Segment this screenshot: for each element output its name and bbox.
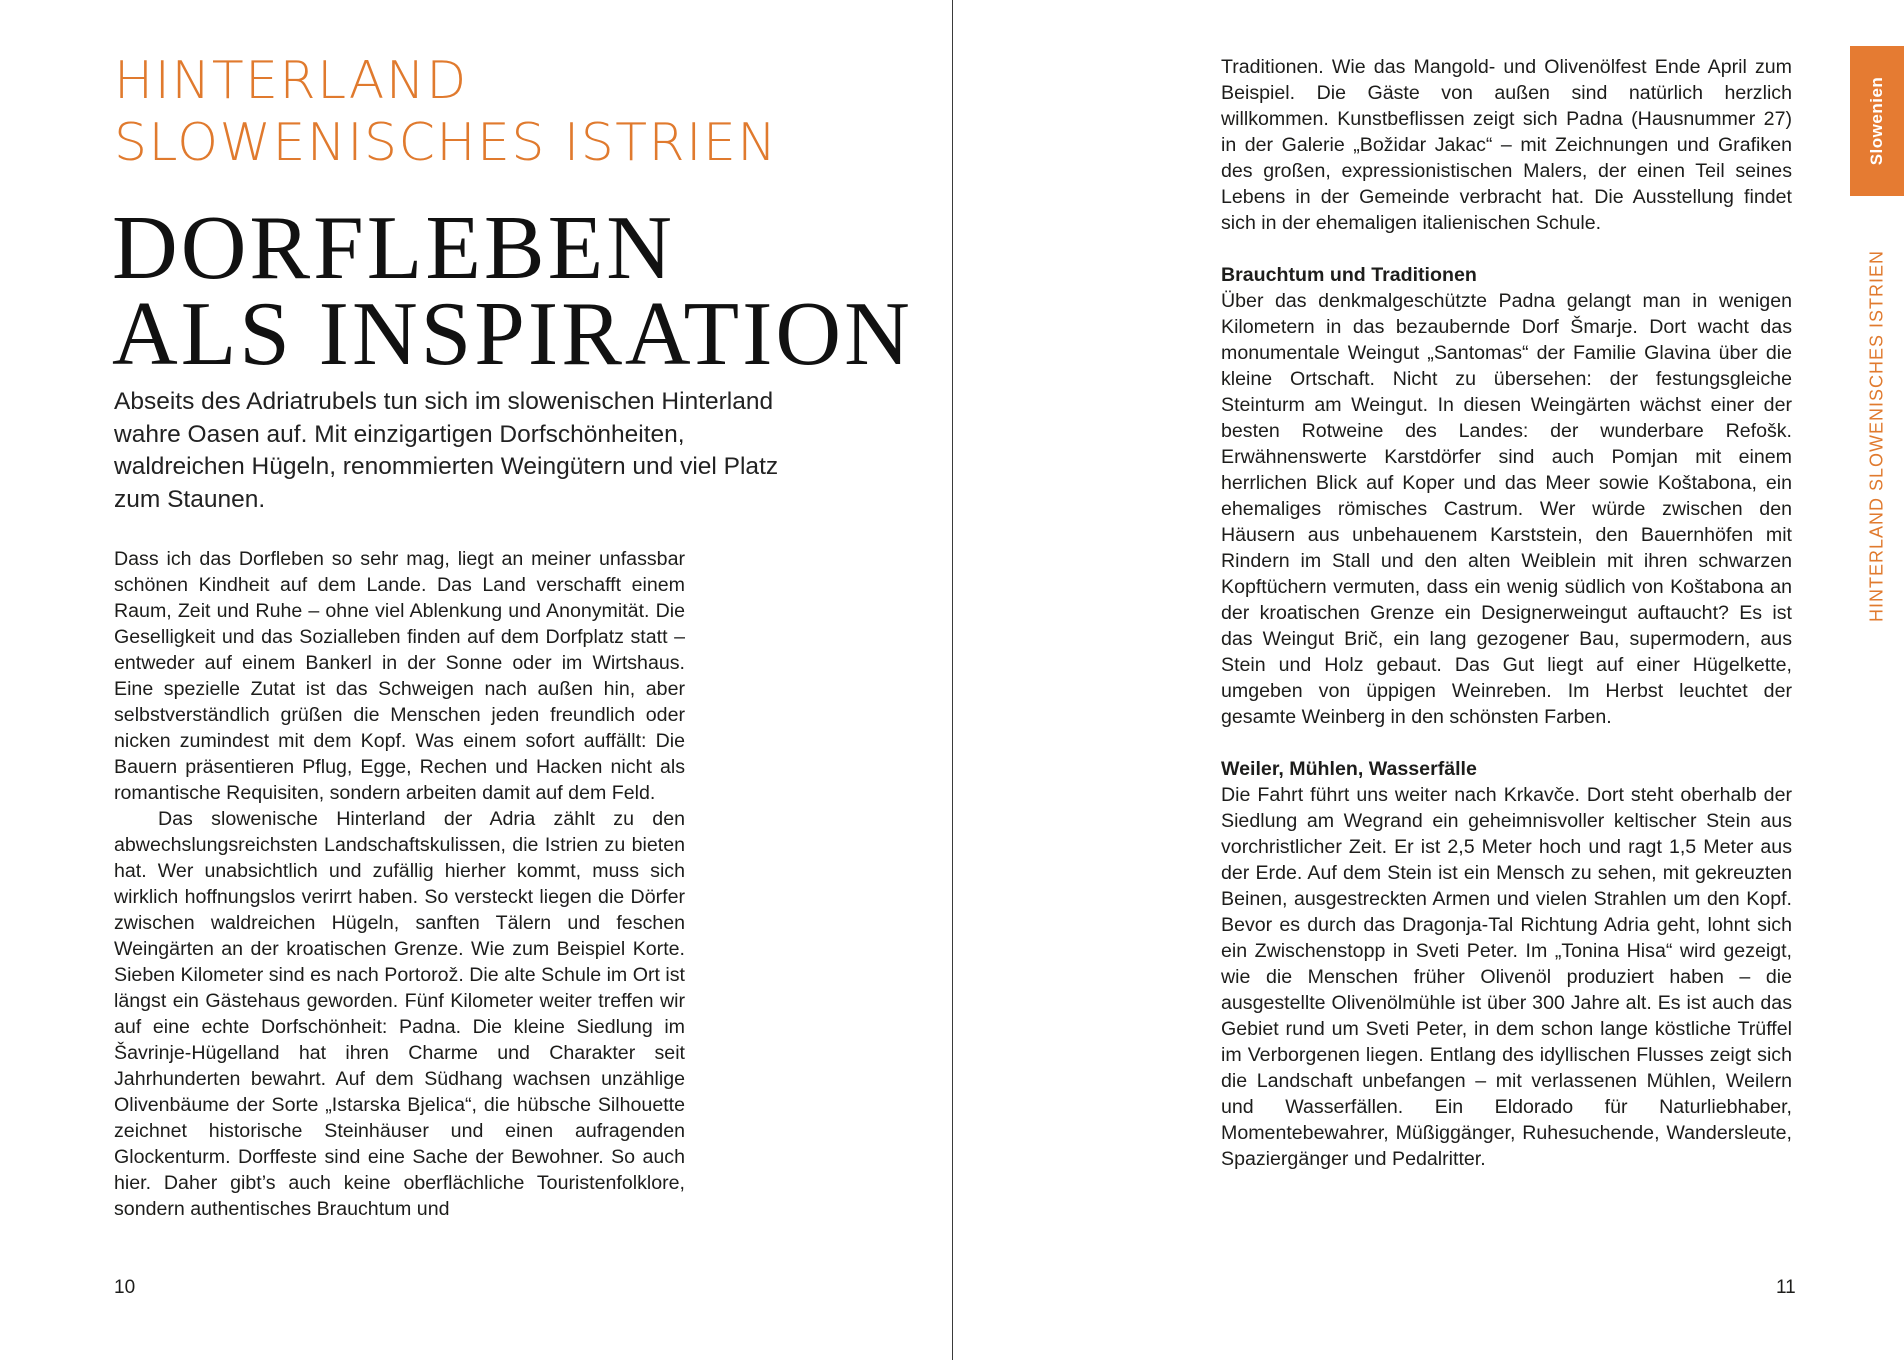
section-kicker [114,50,874,174]
body-paragraph-weiler: Die Fahrt führt uns weiter nach Krkavče. Dort steht oberhalb der Siedlung am Wegrand ein geheimnisvoller keltischer Stein aus vorchristlicher Zeit. Er ist 2,5 Meter hoch und ragt 1,5 Meter aus der Erde. Auf dem Stein ist ein Mensch zu sehen, mit gekreuzten Beinen, ausgestreckten Armen und vielen Strahlen um den Kopf. Bevor es durch das Dragonja-Tal Richtung Adria geht, lohnt sich ein Zwischenstopp in Sveti Peter. Im „Tonina Hisa“ wird gezeigt, wie die Menschen früher Olivenöl produziert haben – die ausgestellte Olivenölmühle ist über 300 Jahre alt. Es ist auch das Gebiet rund um Sveti Peter, in dem schon lange köstliche Trüffel im Verborgenen liegen. Entlang des idyllischen Flusses zeigt sich die Landschaft unbefangen – mit verlassenen Mühlen, Weilern und Wasserfällen. Ein Eldorado für Naturliebhaber, Momentebewahrer, Müßiggänger, Ruhesuchende, Wandersleute, Spaziergänger und Pedalritter. [1221,784,1792,1170]
article-headline [112,197,913,384]
subheading-brauchtum: Brauchtum und Traditionen [1221,264,1477,286]
country-tab-label: Slowenien [1867,76,1886,166]
page-number-right: 11 [1776,1277,1796,1298]
spread-gutter-line [952,0,953,1360]
article-lead: Abseits des Adriatrubels tun sich im slowenischen Hinterland wahre Oasen auf. Mit einzigartigen Dorfschönheiten, waldreichen Hügeln, renommierten Weingütern und viel Platz zum Staunen. [114,388,779,513]
left-text-column [114,546,685,1222]
headline-line-2: ALS INSPIRATION [112,283,913,384]
country-tab [1850,46,1904,196]
running-head-vertical: HINTERLAND SLOWENISCHES ISTRIEN [1866,249,1887,623]
body-paragraph-2: Das slowenische Hinterland der Adria zählt zu den abwechslungsreichsten Landschaftskulissen, die Istrien zu bieten hat. Wer unabsichtlich und zufällig hierher kommt, muss sich wirklich hoffnungslos verirrt haben. So versteckt liegen die Dörfer zwischen waldreichen Hügeln, sanften Tälern und feschen Weingärten an der kroatischen Grenze. Wie zum Beispiel Korte. Sieben Kilometer sind es nach Portorož. Die alte Schule im Ort ist längst ein Gästehaus geworden. Fünf Kilometer weiter treffen wir auf eine echte Dorfschönheit: Padna. Die kleine Siedlung im Šavrinje-Hügelland hat ihren Charme und Charakter seit Jahrhunderten bewahrt. Auf dem Südhang wachsen unzählige Olivenbäume der Sorte „Istarska Bjelica“, die hübsche Silhouette zeichnet historische Steinhäuser und einen aufragenden Glockenturm. Dorffeste sind eine Sache der Bewohner. So auch hier. Daher gibt’s auch keine oberflächliche Touristenfolklore, sondern authentisches Brauchtum und [114,808,685,1220]
right-text-column [1221,54,1792,1172]
kicker-line-1: HINTERLAND [114,51,468,111]
body-paragraph-brauchtum: Über das denkmalgeschützte Padna gelangt man in wenigen Kilometern in das bezaubernde Dorf Šmarje. Dort wacht das monumentale Weingut „Santomas“ der Familie Glavina über die kleine Ortschaft. Nicht zu übersehen: der festungsgleiche Steinturm am Weingut. In diesen Weingärten wächst einer der besten Rotweine des Landes: der wunderbare Refošk. Erwähnenswerte Karstdörfer sind auch Pomjan mit einem herrlichen Blick auf Koper und das Meer sowie Koštabona, ein ehemaliges römisches Castrum. Wer würde zwischen den Häusern aus unbehauenem Karststein, den Bauernhöfen mit Rindern im Stall und den alten Weiblein mit ihren schwarzen Kopftüchern vermuten, dass ein wenig südlich von Koštabona an der kroatischen Grenze ein Designerweingut auftaucht? Es ist das Weingut Brič, ein lang gezogener Bau, supermodern, aus Stein und Holz gebaut. Das Gut liegt auf einer Hügelkette, umgeben von üppigen Weinreben. Im Herbst leuchtet der gesamte Weinberg in den schönsten Farben. [1221,290,1792,728]
headline-line-1: DORFLEBEN [112,197,675,298]
body-paragraph-intro: Traditionen. Wie das Mangold- und Olivenölfest Ende April zum Beispiel. Die Gäste von außen sind natürlich herzlich willkommen. Kunstbeflissen zeigt sich Padna (Hausnummer 27) in der Galerie „Božidar Jakac“ – mit Zeichnungen und Grafiken des großen, expressionistischen Malers, der einen Teil seines Lebens in der Gemeinde verbracht hat. Die Ausstellung findet sich in der ehemaligen italienischen Schule. [1221,56,1792,234]
page-number-left: 10 [114,1277,136,1298]
body-paragraph-1: Dass ich das Dorfleben so sehr mag, liegt an meiner unfassbar schönen Kindheit auf dem Lande. Das Land verschafft einem Raum, Zeit und Ruhe – ohne viel Ablenkung und Anonymität. Die Geselligkeit und das Sozialleben finden auf dem Dorfplatz statt – entweder auf einem Bankerl in der Sonne oder im Wirtshaus. Eine spezielle Zutat ist das Schweigen nach außen hin, aber selbstverständlich grüßen die Menschen jeden freundlich oder nicken zumindest mit dem Kopf. Was einem sofort auffällt: Die Bauern präsentieren Pflug, Egge, Rechen und Hacken nicht als romantische Requisiten, sondern arbeiten damit auf dem Feld. [114,548,685,804]
subheading-weiler: Weiler, Mühlen, Wasserfälle [1221,758,1477,780]
kicker-line-2: SLOWENISCHES ISTRIEN [114,113,778,173]
